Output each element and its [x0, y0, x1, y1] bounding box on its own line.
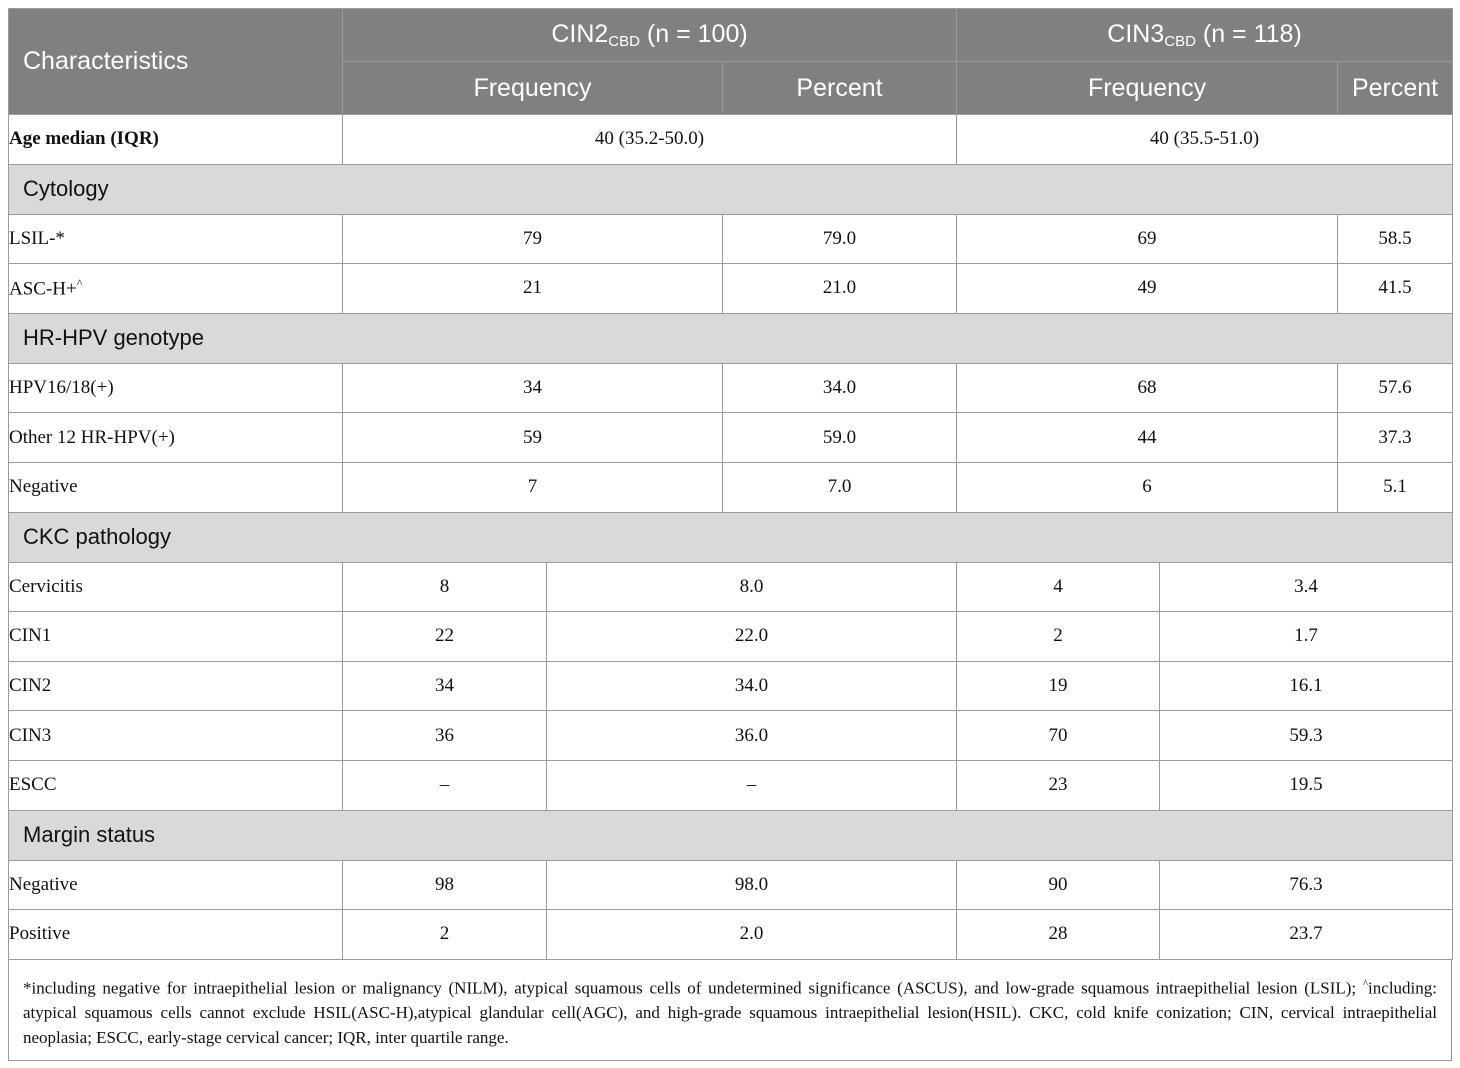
frequency-cin2: 98 — [343, 860, 547, 910]
characteristics-table — [8, 8, 1453, 960]
col-header-frequency-cin2: Frequency — [343, 62, 723, 115]
percent-cin3: 59.3 — [1160, 711, 1453, 761]
row-label: Other 12 HR-HPV(+) — [9, 413, 343, 463]
table-container — [8, 8, 1452, 1061]
frequency-cin3: 69 — [957, 214, 1338, 264]
frequency-cin3: 44 — [957, 413, 1338, 463]
group1-name: CIN2 — [551, 20, 609, 48]
header-row-groups — [9, 9, 1453, 62]
percent-cin2: 34.0 — [723, 363, 957, 413]
age-cin3: 40 (35.5-51.0) — [957, 115, 1453, 165]
age-cin2: 40 (35.2-50.0) — [343, 115, 957, 165]
group-header-cin2 — [343, 9, 957, 62]
section-header-genotype — [9, 313, 1453, 363]
percent-cin2: 59.0 — [723, 413, 957, 463]
section-title: Margin status — [9, 810, 1453, 860]
percent-cin2: 79.0 — [723, 214, 957, 264]
group2-name: CIN3 — [1107, 20, 1165, 48]
section-header-cytology — [9, 164, 1453, 214]
section-header-ckc — [9, 512, 1453, 562]
table-row — [9, 910, 1453, 960]
frequency-cin2: 59 — [343, 413, 723, 463]
footnote-part2: including: atypical squamous cells cannot exclude HSIL(ASC-H),atypical glandular cell(AGC), and high-grade squamous intraepithelial lesion(HSIL). CKC, cold knife conization; CIN, cervical intraepithelial neoplasia; ESCC, early-stage cervical cancer; IQR, inter quartile range. — [23, 978, 1437, 1048]
frequency-cin3: 2 — [957, 612, 1160, 662]
percent-cin2: 8.0 — [547, 562, 957, 612]
percent-cin3: 16.1 — [1160, 661, 1453, 711]
table-row — [9, 760, 1453, 810]
table-row — [9, 413, 1453, 463]
table-footnote — [8, 960, 1452, 1062]
percent-cin2: 2.0 — [547, 910, 957, 960]
percent-cin3: 19.5 — [1160, 760, 1453, 810]
row-label: CIN1 — [9, 612, 343, 662]
percent-cin3: 76.3 — [1160, 860, 1453, 910]
frequency-cin3: 6 — [957, 462, 1338, 512]
footnote-caret: ^ — [1362, 977, 1369, 990]
percent-cin2: 22.0 — [547, 612, 957, 662]
group2-n: (n = 118) — [1202, 20, 1302, 48]
table-row — [9, 612, 1453, 662]
percent-cin2: 21.0 — [723, 264, 957, 314]
row-label: Age median (IQR) — [9, 115, 343, 165]
frequency-cin2: 36 — [343, 711, 547, 761]
group1-n: (n = 100) — [646, 20, 748, 48]
percent-cin3: 57.6 — [1338, 363, 1453, 413]
section-title: HR-HPV genotype — [9, 313, 1453, 363]
percent-cin2: – — [547, 760, 957, 810]
col-header-percent-cin3: Percent — [1338, 62, 1453, 115]
row-label: Negative — [9, 860, 343, 910]
percent-cin3: 23.7 — [1160, 910, 1453, 960]
footnote-part1: *including negative for intraepithelial lesion or malignancy (NILM), atypical squamous cells of undetermined significance (ASCUS), and low-grade squamous intraepithelial lesion (LSIL); — [23, 978, 1363, 998]
percent-cin2: 7.0 — [723, 462, 957, 512]
percent-cin3: 5.1 — [1338, 462, 1453, 512]
frequency-cin2: – — [343, 760, 547, 810]
row-label: Negative — [9, 462, 343, 512]
section-title: Cytology — [9, 164, 1453, 214]
table-row — [9, 214, 1453, 264]
group2-subscript: CBD — [1164, 33, 1196, 50]
percent-cin2: 34.0 — [547, 661, 957, 711]
percent-cin3: 58.5 — [1338, 214, 1453, 264]
frequency-cin3: 90 — [957, 860, 1160, 910]
table-row — [9, 462, 1453, 512]
row-label: CIN3 — [9, 711, 343, 761]
table-row — [9, 363, 1453, 413]
frequency-cin3: 70 — [957, 711, 1160, 761]
col-header-frequency-cin3: Frequency — [957, 62, 1338, 115]
table-row — [9, 264, 1453, 314]
row-label: ESCC — [9, 760, 343, 810]
section-header-margin — [9, 810, 1453, 860]
table-row-age — [9, 115, 1453, 165]
group1-subscript: CBD — [608, 33, 640, 50]
frequency-cin3: 68 — [957, 363, 1338, 413]
percent-cin3: 41.5 — [1338, 264, 1453, 314]
table-row — [9, 562, 1453, 612]
row-label: ASC-H+^ — [9, 264, 343, 314]
table-row — [9, 860, 1453, 910]
percent-cin2: 36.0 — [547, 711, 957, 761]
frequency-cin2: 7 — [343, 462, 723, 512]
frequency-cin2: 2 — [343, 910, 547, 960]
frequency-cin3: 49 — [957, 264, 1338, 314]
frequency-cin2: 79 — [343, 214, 723, 264]
table-row — [9, 661, 1453, 711]
characteristics-header: Characteristics — [9, 9, 343, 115]
frequency-cin3: 4 — [957, 562, 1160, 612]
percent-cin3: 37.3 — [1338, 413, 1453, 463]
frequency-cin3: 23 — [957, 760, 1160, 810]
frequency-cin2: 34 — [343, 661, 547, 711]
col-header-percent-cin2: Percent — [723, 62, 957, 115]
section-title: CKC pathology — [9, 512, 1453, 562]
frequency-cin2: 21 — [343, 264, 723, 314]
group-header-cin3 — [957, 9, 1453, 62]
frequency-cin3: 19 — [957, 661, 1160, 711]
row-label: Cervicitis — [9, 562, 343, 612]
footnote-marker: ^ — [76, 276, 83, 291]
row-label: HPV16/18(+) — [9, 363, 343, 413]
percent-cin3: 1.7 — [1160, 612, 1453, 662]
frequency-cin2: 34 — [343, 363, 723, 413]
percent-cin3: 3.4 — [1160, 562, 1453, 612]
percent-cin2: 98.0 — [547, 860, 957, 910]
frequency-cin2: 22 — [343, 612, 547, 662]
frequency-cin3: 28 — [957, 910, 1160, 960]
row-label: CIN2 — [9, 661, 343, 711]
row-label: Positive — [9, 910, 343, 960]
frequency-cin2: 8 — [343, 562, 547, 612]
row-label: LSIL-* — [9, 214, 343, 264]
table-row — [9, 711, 1453, 761]
